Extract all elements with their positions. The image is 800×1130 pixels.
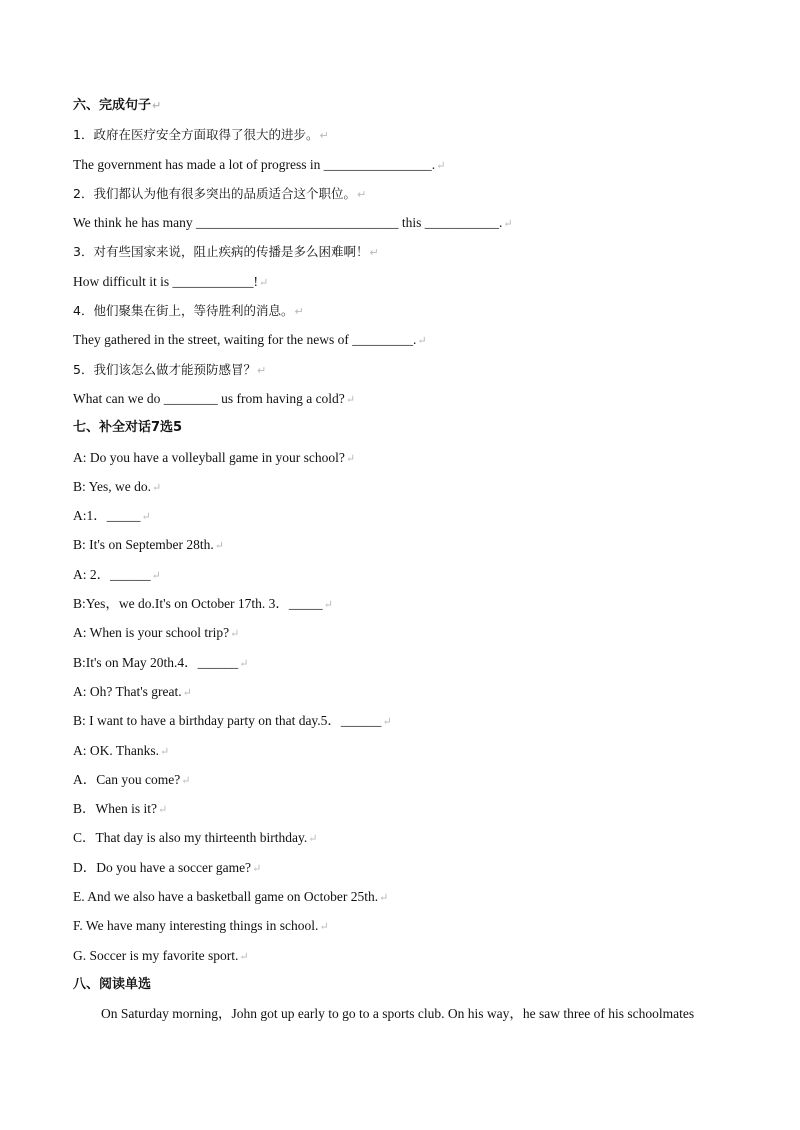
sentence-2-chinese: 2．我们都认为他有很多突出的品质适合这个职位。↵: [73, 185, 367, 201]
dialogue-line: B:Yes，we do.It's on October 17th. 3．_____↵: [73, 596, 333, 612]
dialogue-line: A: 2．______↵: [73, 566, 161, 582]
section-6-title: 六、完成句子↵: [73, 98, 162, 113]
section-8-title: 八、阅读单选: [73, 976, 152, 992]
sentence-3-chinese: 3．对有些国家来说，阻止疾病的传播是多么困难啊！↵: [73, 244, 379, 260]
dialogue-line: B: I want to have a birthday party on that day.5．______↵: [73, 713, 392, 729]
sentence-4-chinese: 4．他们聚集在街上，等待胜利的消息。↵: [73, 303, 304, 319]
sentence-4-english: They gathered in the street, waiting for the news of _________.↵: [73, 332, 427, 348]
dialogue-line: B:It's on May 20th.4．______↵: [73, 654, 249, 670]
section-7-title: 七、补全对话7选5: [73, 420, 183, 436]
option-item: D．Do you have a soccer game?↵: [73, 859, 262, 875]
dialogue-line: A: When is your school trip?↵: [73, 625, 240, 641]
option-item: C．That day is also my thirteenth birthday.↵: [73, 830, 318, 846]
option-item: B．When is it?↵: [73, 801, 168, 817]
dialogue-line: B: It's on September 28th.↵: [73, 537, 225, 553]
option-item: A．Can you come?↵: [73, 771, 191, 787]
reading-passage: On Saturday morning，John got up early to go to a sports club. On his way，he saw three of his schoolmates: [101, 1006, 695, 1022]
option-item: F. We have many interesting things in school.↵: [73, 918, 329, 934]
sentence-5-english: What can we do ________ us from having a cold?↵: [73, 390, 356, 406]
dialogue-line: A: Oh? That's great.↵: [73, 683, 192, 699]
option-item: E. And we also have a basketball game on October 25th.↵: [73, 889, 389, 905]
dialogue-line: A:1．_____↵: [73, 508, 151, 524]
sentence-2-english: We think he has many ______________________________ this ___________.↵: [73, 215, 513, 231]
sentence-5-chinese: 5．我们该怎么做才能预防感冒？↵: [73, 361, 267, 377]
dialogue-line: A: OK. Thanks.↵: [73, 742, 170, 758]
worksheet-page: [73, 96, 733, 1034]
dialogue-line: B: Yes, we do.↵: [73, 478, 162, 494]
option-item: G. Soccer is my favorite sport.↵: [73, 947, 249, 963]
sentence-1-chinese: 1．政府在医疗安全方面取得了很大的进步。↵: [73, 127, 329, 143]
dialogue-line: A: Do you have a volleyball game in your school?↵: [73, 449, 356, 465]
sentence-3-english: How difficult it is ____________!↵: [73, 273, 269, 289]
sentence-1-english: The government has made a lot of progress in ________________.↵: [73, 156, 446, 172]
